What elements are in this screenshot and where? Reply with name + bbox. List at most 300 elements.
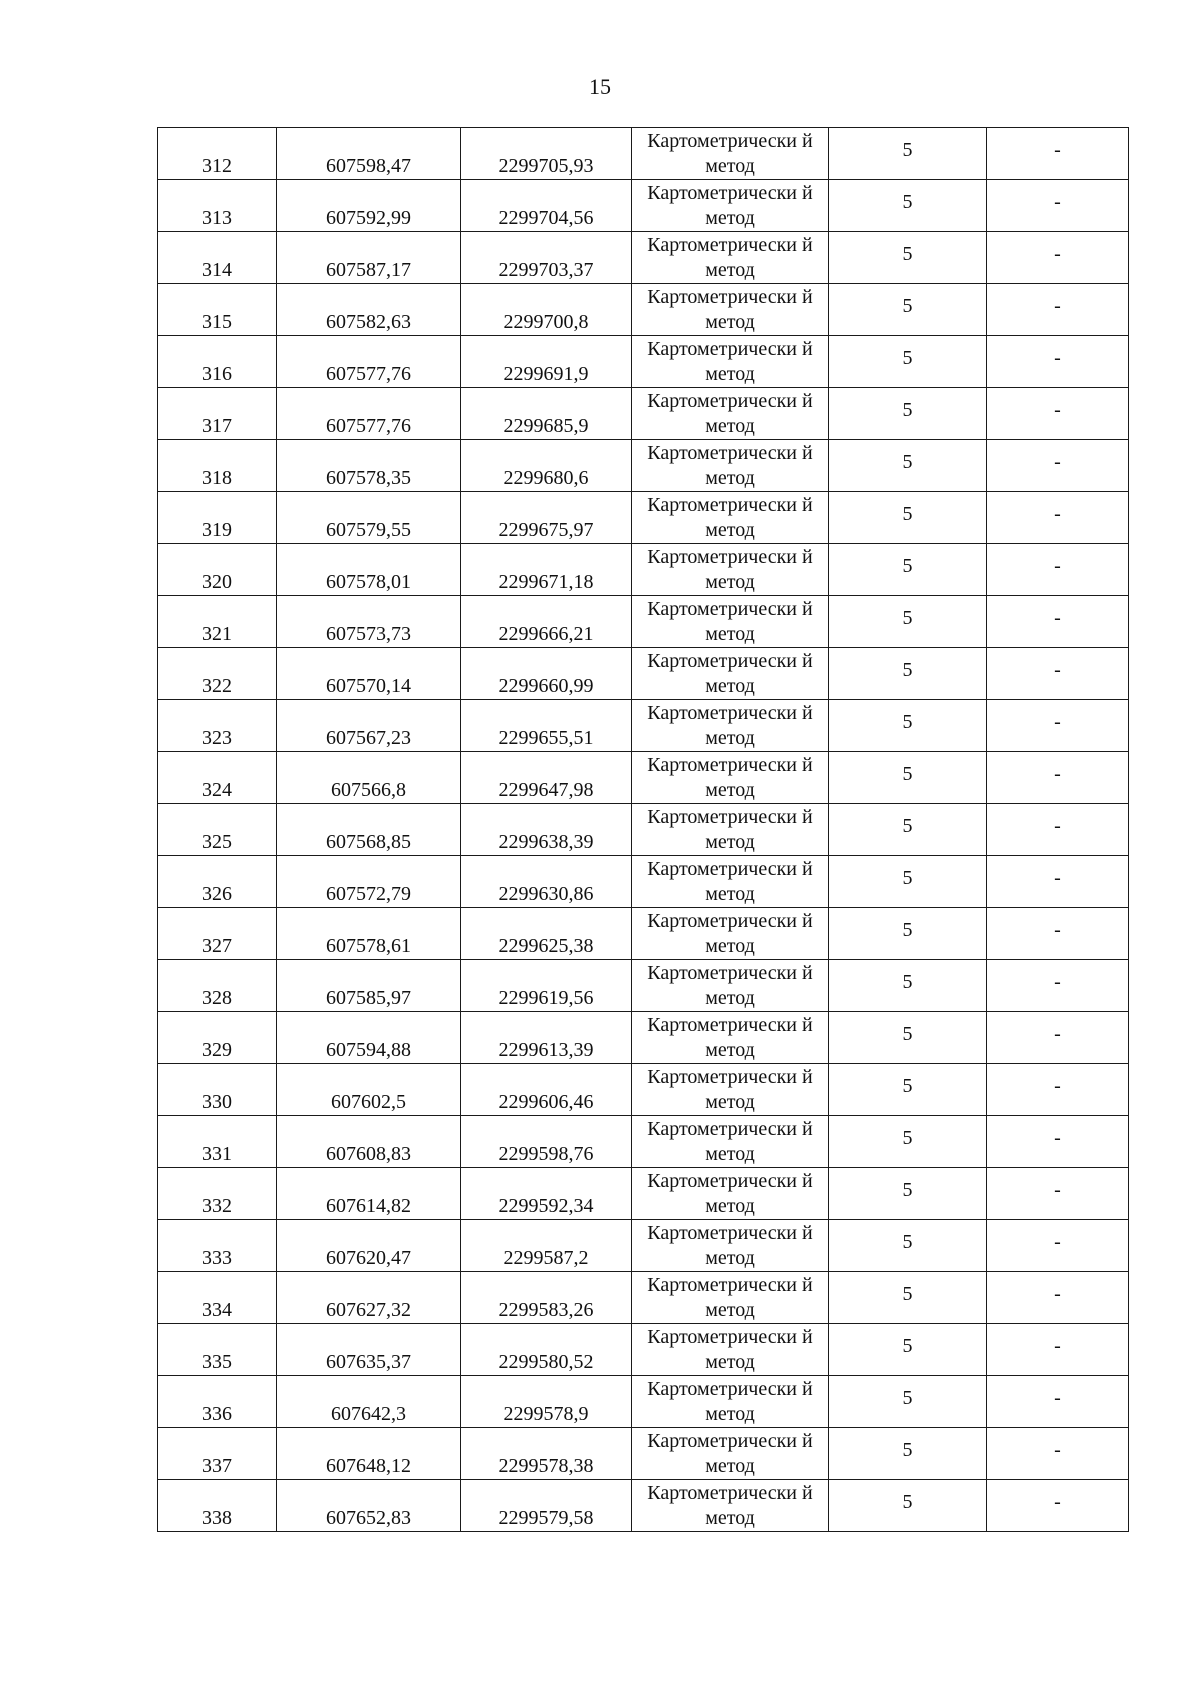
- accuracy-cell: [829, 1012, 987, 1064]
- point-number-cell-text: 336: [202, 1403, 232, 1425]
- note-cell-text: -: [1054, 606, 1061, 629]
- accuracy-cell: [829, 700, 987, 752]
- method-cell-text: Картометрически й метод: [647, 338, 813, 385]
- accuracy-cell: [829, 440, 987, 492]
- note-cell: [987, 1272, 1129, 1324]
- method-cell-text: Картометрически й метод: [647, 286, 813, 333]
- note-cell: [987, 1324, 1129, 1376]
- point-number-cell-text: 312: [202, 155, 232, 177]
- accuracy-cell: [829, 1428, 987, 1480]
- coordinate-y-cell-text: 2299587,2: [503, 1247, 589, 1269]
- point-number-cell-text: 333: [202, 1247, 232, 1269]
- note-cell-text: -: [1054, 398, 1061, 421]
- accuracy-cell: [829, 284, 987, 336]
- coordinate-x-cell: [277, 1480, 461, 1532]
- accuracy-cell-text: 5: [902, 918, 913, 941]
- method-cell: [632, 1324, 829, 1376]
- coordinate-y-cell: [461, 1064, 632, 1116]
- coordinate-y-cell-text: 2299606,46: [498, 1091, 594, 1113]
- point-number-cell: [158, 1168, 277, 1220]
- coordinate-y-cell-text: 2299613,39: [498, 1039, 594, 1061]
- accuracy-cell: [829, 232, 987, 284]
- point-number-cell: [158, 1376, 277, 1428]
- method-cell: [632, 700, 829, 752]
- coordinate-x-cell-text: 607572,79: [326, 883, 411, 905]
- point-number-cell-text: 327: [202, 935, 232, 957]
- method-cell: [632, 284, 829, 336]
- point-number-cell: [158, 544, 277, 596]
- method-cell: [632, 544, 829, 596]
- coordinate-x-cell: [277, 1376, 461, 1428]
- point-number-cell: [158, 1324, 277, 1376]
- method-cell-text: Картометрически й метод: [647, 650, 813, 697]
- method-cell-text: Картометрически й метод: [647, 858, 813, 905]
- note-cell: [987, 1376, 1129, 1428]
- coordinate-x-cell-text: 607570,14: [326, 675, 411, 697]
- accuracy-cell-text: 5: [902, 1126, 913, 1149]
- accuracy-cell: [829, 492, 987, 544]
- coordinate-x-cell-text: 607566,8: [331, 779, 406, 801]
- coordinate-x-cell-text: 607602,5: [331, 1091, 406, 1113]
- table-row: [158, 1324, 1129, 1376]
- method-cell-text: Картометрически й метод: [647, 442, 813, 489]
- method-cell: [632, 960, 829, 1012]
- point-number-cell-text: 316: [202, 363, 232, 385]
- method-cell-text: Картометрически й метод: [647, 1014, 813, 1061]
- coordinate-y-cell-text: 2299704,56: [498, 207, 594, 229]
- note-cell-text: -: [1054, 762, 1061, 785]
- coordinate-x-cell: [277, 1012, 461, 1064]
- method-cell: [632, 752, 829, 804]
- coordinate-y-cell: [461, 336, 632, 388]
- method-cell-text: Картометрически й метод: [647, 1482, 813, 1529]
- method-cell-text: Картометрически й метод: [647, 1118, 813, 1165]
- table-row: [158, 1116, 1129, 1168]
- accuracy-cell-text: 5: [902, 554, 913, 577]
- coordinate-y-cell-text: 2299625,38: [498, 935, 594, 957]
- accuracy-cell-text: 5: [902, 294, 913, 317]
- method-cell: [632, 596, 829, 648]
- table-row: [158, 492, 1129, 544]
- coordinate-y-cell-text: 2299660,99: [498, 675, 594, 697]
- note-cell: [987, 908, 1129, 960]
- coordinate-x-cell: [277, 700, 461, 752]
- method-cell-text: Картометрически й метод: [647, 390, 813, 437]
- accuracy-cell-text: 5: [902, 970, 913, 993]
- coordinates-table: [157, 127, 1129, 1532]
- table-row: [158, 284, 1129, 336]
- point-number-cell-text: 332: [202, 1195, 232, 1217]
- coordinate-y-cell-text: 2299583,26: [498, 1299, 594, 1321]
- method-cell: [632, 1012, 829, 1064]
- point-number-cell-text: 318: [202, 467, 232, 489]
- coordinate-y-cell: [461, 804, 632, 856]
- method-cell-text: Картометрически й метод: [647, 1274, 813, 1321]
- accuracy-cell-text: 5: [902, 242, 913, 265]
- method-cell-text: Картометрически й метод: [647, 1222, 813, 1269]
- point-number-cell: [158, 596, 277, 648]
- note-cell: [987, 128, 1129, 180]
- accuracy-cell: [829, 804, 987, 856]
- accuracy-cell-text: 5: [902, 190, 913, 213]
- coordinate-x-cell: [277, 388, 461, 440]
- table-row: [158, 128, 1129, 180]
- method-cell: [632, 1272, 829, 1324]
- method-cell-text: Картометрически й метод: [647, 546, 813, 593]
- table-row: [158, 700, 1129, 752]
- coordinate-y-cell: [461, 388, 632, 440]
- note-cell-text: -: [1054, 970, 1061, 993]
- method-cell-text: Картометрически й метод: [647, 1430, 813, 1477]
- note-cell-text: -: [1054, 502, 1061, 525]
- point-number-cell: [158, 388, 277, 440]
- accuracy-cell-text: 5: [902, 1022, 913, 1045]
- accuracy-cell: [829, 1220, 987, 1272]
- note-cell: [987, 544, 1129, 596]
- table-row: [158, 1012, 1129, 1064]
- point-number-cell-text: 325: [202, 831, 232, 853]
- accuracy-cell-text: 5: [902, 1178, 913, 1201]
- accuracy-cell-text: 5: [902, 710, 913, 733]
- accuracy-cell-text: 5: [902, 814, 913, 837]
- accuracy-cell: [829, 1272, 987, 1324]
- accuracy-cell-text: 5: [902, 138, 913, 161]
- note-cell: [987, 1428, 1129, 1480]
- point-number-cell: [158, 284, 277, 336]
- point-number-cell-text: 317: [202, 415, 232, 437]
- accuracy-cell: [829, 856, 987, 908]
- accuracy-cell: [829, 128, 987, 180]
- coordinate-x-cell-text: 607594,88: [326, 1039, 411, 1061]
- note-cell-text: -: [1054, 1022, 1061, 1045]
- coordinate-y-cell-text: 2299685,9: [503, 415, 589, 437]
- table-row: [158, 388, 1129, 440]
- coordinate-x-cell: [277, 232, 461, 284]
- note-cell: [987, 1480, 1129, 1532]
- method-cell-text: Картометрически й метод: [647, 598, 813, 645]
- coordinate-x-cell: [277, 1220, 461, 1272]
- coordinate-y-cell: [461, 1012, 632, 1064]
- table-row: [158, 752, 1129, 804]
- table-row: [158, 1376, 1129, 1428]
- accuracy-cell: [829, 1324, 987, 1376]
- point-number-cell: [158, 1480, 277, 1532]
- method-cell: [632, 1376, 829, 1428]
- coordinate-x-cell-text: 607585,97: [326, 987, 411, 1009]
- coordinate-x-cell-text: 607652,83: [326, 1507, 411, 1529]
- point-number-cell-text: 314: [202, 259, 232, 281]
- method-cell: [632, 1480, 829, 1532]
- note-cell-text: -: [1054, 1438, 1061, 1461]
- point-number-cell-text: 334: [202, 1299, 232, 1321]
- method-cell: [632, 492, 829, 544]
- table-row: [158, 856, 1129, 908]
- accuracy-cell-text: 5: [902, 346, 913, 369]
- coordinate-x-cell-text: 607573,73: [326, 623, 411, 645]
- table-row: [158, 440, 1129, 492]
- table-row: [158, 1272, 1129, 1324]
- coordinate-x-cell: [277, 128, 461, 180]
- table-row: [158, 1428, 1129, 1480]
- accuracy-cell-text: 5: [902, 1334, 913, 1357]
- method-cell-text: Картометрически й метод: [647, 702, 813, 749]
- note-cell: [987, 960, 1129, 1012]
- note-cell: [987, 648, 1129, 700]
- coordinate-x-cell-text: 607577,76: [326, 415, 411, 437]
- coordinate-x-cell-text: 607567,23: [326, 727, 411, 749]
- coordinate-y-cell: [461, 648, 632, 700]
- method-cell: [632, 440, 829, 492]
- method-cell: [632, 1168, 829, 1220]
- coordinate-x-cell-text: 607587,17: [326, 259, 411, 281]
- accuracy-cell: [829, 388, 987, 440]
- coordinate-y-cell-text: 2299705,93: [498, 155, 594, 177]
- table-row: [158, 1220, 1129, 1272]
- point-number-cell: [158, 804, 277, 856]
- note-cell: [987, 388, 1129, 440]
- point-number-cell-text: 329: [202, 1039, 232, 1061]
- coordinate-x-cell: [277, 596, 461, 648]
- coordinate-y-cell-text: 2299703,37: [498, 259, 594, 281]
- method-cell: [632, 336, 829, 388]
- table-row: [158, 1480, 1129, 1532]
- coordinate-y-cell-text: 2299619,56: [498, 987, 594, 1009]
- accuracy-cell-text: 5: [902, 398, 913, 421]
- table-row: [158, 596, 1129, 648]
- point-number-cell-text: 320: [202, 571, 232, 593]
- coordinate-y-cell: [461, 1480, 632, 1532]
- coordinate-x-cell: [277, 1428, 461, 1480]
- method-cell-text: Картометрически й метод: [647, 494, 813, 541]
- note-cell-text: -: [1054, 918, 1061, 941]
- point-number-cell: [158, 1012, 277, 1064]
- accuracy-cell-text: 5: [902, 1074, 913, 1097]
- note-cell-text: -: [1054, 138, 1061, 161]
- method-cell: [632, 648, 829, 700]
- coordinate-x-cell: [277, 544, 461, 596]
- point-number-cell: [158, 1116, 277, 1168]
- coordinate-y-cell-text: 2299680,6: [503, 467, 589, 489]
- coordinate-y-cell-text: 2299691,9: [503, 363, 589, 385]
- note-cell: [987, 336, 1129, 388]
- coordinate-y-cell-text: 2299580,52: [498, 1351, 594, 1373]
- coordinate-y-cell-text: 2299598,76: [498, 1143, 594, 1165]
- method-cell: [632, 908, 829, 960]
- method-cell: [632, 804, 829, 856]
- coordinate-x-cell: [277, 440, 461, 492]
- coordinate-x-cell-text: 607582,63: [326, 311, 411, 333]
- note-cell-text: -: [1054, 710, 1061, 733]
- point-number-cell: [158, 1272, 277, 1324]
- accuracy-cell: [829, 1064, 987, 1116]
- note-cell-text: -: [1054, 1230, 1061, 1253]
- coordinate-y-cell-text: 2299578,9: [503, 1403, 589, 1425]
- coordinate-y-cell-text: 2299655,51: [498, 727, 594, 749]
- accuracy-cell-text: 5: [902, 606, 913, 629]
- accuracy-cell-text: 5: [902, 1490, 913, 1513]
- coordinate-x-cell: [277, 492, 461, 544]
- note-cell: [987, 700, 1129, 752]
- accuracy-cell: [829, 1116, 987, 1168]
- coordinate-y-cell-text: 2299675,97: [498, 519, 594, 541]
- coordinate-y-cell-text: 2299666,21: [498, 623, 594, 645]
- coordinate-x-cell-text: 607578,61: [326, 935, 411, 957]
- coordinate-x-cell: [277, 1168, 461, 1220]
- point-number-cell-text: 338: [202, 1507, 232, 1529]
- point-number-cell: [158, 232, 277, 284]
- method-cell-text: Картометрически й метод: [647, 806, 813, 853]
- point-number-cell: [158, 1064, 277, 1116]
- accuracy-cell: [829, 648, 987, 700]
- point-number-cell-text: 321: [202, 623, 232, 645]
- coordinate-x-cell: [277, 1272, 461, 1324]
- coordinate-y-cell: [461, 700, 632, 752]
- point-number-cell: [158, 492, 277, 544]
- accuracy-cell: [829, 544, 987, 596]
- note-cell: [987, 284, 1129, 336]
- point-number-cell-text: 319: [202, 519, 232, 541]
- table-row: [158, 648, 1129, 700]
- note-cell: [987, 856, 1129, 908]
- page-number: 15: [589, 74, 611, 99]
- table-row: [158, 908, 1129, 960]
- point-number-cell-text: 324: [202, 779, 232, 801]
- coordinate-x-cell: [277, 1064, 461, 1116]
- accuracy-cell: [829, 1480, 987, 1532]
- coordinate-y-cell: [461, 1428, 632, 1480]
- coordinate-x-cell: [277, 1324, 461, 1376]
- accuracy-cell: [829, 1376, 987, 1428]
- coordinate-y-cell-text: 2299700,8: [503, 311, 589, 333]
- coordinate-x-cell-text: 607579,55: [326, 519, 411, 541]
- point-number-cell: [158, 1220, 277, 1272]
- method-cell-text: Картометрически й метод: [647, 962, 813, 1009]
- point-number-cell: [158, 1428, 277, 1480]
- point-number-cell: [158, 700, 277, 752]
- coordinate-x-cell-text: 607635,37: [326, 1351, 411, 1373]
- note-cell: [987, 752, 1129, 804]
- note-cell-text: -: [1054, 450, 1061, 473]
- note-cell: [987, 1220, 1129, 1272]
- note-cell-text: -: [1054, 1178, 1061, 1201]
- method-cell: [632, 1220, 829, 1272]
- coordinate-x-cell: [277, 856, 461, 908]
- coordinate-x-cell-text: 607568,85: [326, 831, 411, 853]
- coordinate-y-cell: [461, 1324, 632, 1376]
- coordinate-x-cell-text: 607577,76: [326, 363, 411, 385]
- coordinate-y-cell: [461, 180, 632, 232]
- coordinate-y-cell: [461, 1272, 632, 1324]
- note-cell: [987, 232, 1129, 284]
- point-number-cell: [158, 336, 277, 388]
- note-cell: [987, 804, 1129, 856]
- table-row: [158, 960, 1129, 1012]
- coordinate-x-cell-text: 607642,3: [331, 1403, 406, 1425]
- coordinate-x-cell: [277, 1116, 461, 1168]
- accuracy-cell: [829, 596, 987, 648]
- point-number-cell-text: 326: [202, 883, 232, 905]
- method-cell: [632, 388, 829, 440]
- method-cell-text: Картометрически й метод: [647, 130, 813, 177]
- note-cell: [987, 1116, 1129, 1168]
- coordinate-y-cell-text: 2299592,34: [498, 1195, 594, 1217]
- coordinate-x-cell: [277, 752, 461, 804]
- coordinate-y-cell: [461, 1376, 632, 1428]
- coordinate-y-cell-text: 2299647,98: [498, 779, 594, 801]
- coordinate-y-cell: [461, 1116, 632, 1168]
- accuracy-cell-text: 5: [902, 762, 913, 785]
- coordinate-y-cell: [461, 908, 632, 960]
- note-cell-text: -: [1054, 554, 1061, 577]
- point-number-cell: [158, 752, 277, 804]
- coordinate-y-cell-text: 2299638,39: [498, 831, 594, 853]
- note-cell-text: -: [1054, 814, 1061, 837]
- coordinate-x-cell: [277, 804, 461, 856]
- table-row: [158, 180, 1129, 232]
- coordinate-x-cell-text: 607578,01: [326, 571, 411, 593]
- note-cell-text: -: [1054, 866, 1061, 889]
- point-number-cell-text: 328: [202, 987, 232, 1009]
- note-cell-text: -: [1054, 1126, 1061, 1149]
- accuracy-cell: [829, 752, 987, 804]
- table-row: [158, 1064, 1129, 1116]
- method-cell: [632, 1116, 829, 1168]
- coordinate-y-cell: [461, 440, 632, 492]
- coordinate-y-cell: [461, 596, 632, 648]
- note-cell: [987, 596, 1129, 648]
- point-number-cell: [158, 856, 277, 908]
- point-number-cell-text: 315: [202, 311, 232, 333]
- note-cell-text: -: [1054, 1282, 1061, 1305]
- coordinate-x-cell: [277, 336, 461, 388]
- coordinate-y-cell: [461, 128, 632, 180]
- coordinate-y-cell: [461, 856, 632, 908]
- table-row: [158, 544, 1129, 596]
- note-cell-text: -: [1054, 294, 1061, 317]
- note-cell-text: -: [1054, 658, 1061, 681]
- method-cell: [632, 1428, 829, 1480]
- coordinate-y-cell: [461, 492, 632, 544]
- coordinate-x-cell-text: 607627,32: [326, 1299, 411, 1321]
- accuracy-cell-text: 5: [902, 866, 913, 889]
- coordinate-y-cell-text: 2299671,18: [498, 571, 594, 593]
- point-number-cell: [158, 960, 277, 1012]
- method-cell: [632, 180, 829, 232]
- point-number-cell: [158, 128, 277, 180]
- note-cell: [987, 1168, 1129, 1220]
- note-cell: [987, 440, 1129, 492]
- coordinate-x-cell-text: 607620,47: [326, 1247, 411, 1269]
- table-row: [158, 804, 1129, 856]
- accuracy-cell: [829, 908, 987, 960]
- coordinate-x-cell-text: 607614,82: [326, 1195, 411, 1217]
- method-cell: [632, 1064, 829, 1116]
- coordinates-table-body: [158, 128, 1129, 1532]
- accuracy-cell: [829, 960, 987, 1012]
- coordinate-y-cell: [461, 232, 632, 284]
- note-cell-text: -: [1054, 190, 1061, 213]
- table-row: [158, 336, 1129, 388]
- coordinate-y-cell-text: 2299630,86: [498, 883, 594, 905]
- method-cell: [632, 232, 829, 284]
- point-number-cell-text: 313: [202, 207, 232, 229]
- accuracy-cell-text: 5: [902, 450, 913, 473]
- point-number-cell: [158, 440, 277, 492]
- accuracy-cell-text: 5: [902, 502, 913, 525]
- coordinate-x-cell-text: 607648,12: [326, 1455, 411, 1477]
- coordinate-y-cell: [461, 284, 632, 336]
- coordinate-x-cell: [277, 284, 461, 336]
